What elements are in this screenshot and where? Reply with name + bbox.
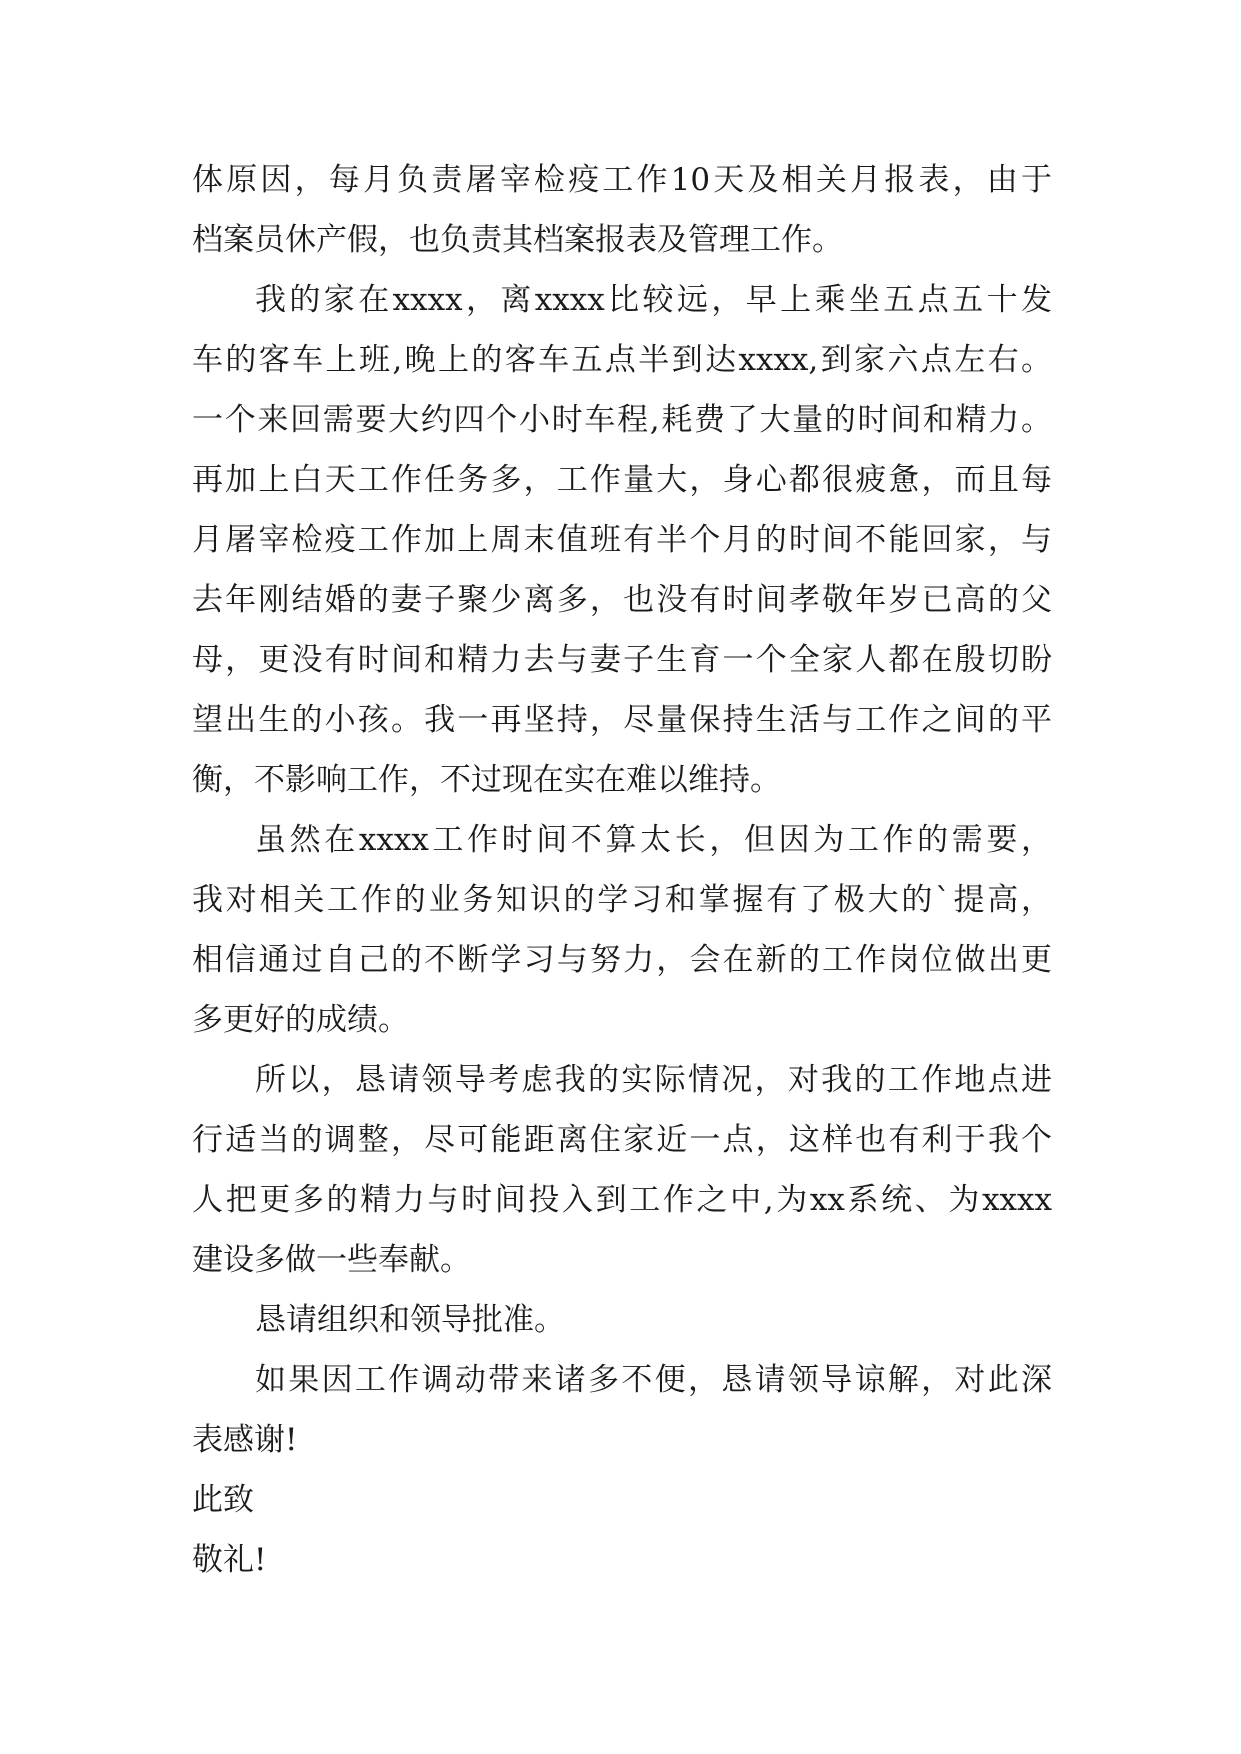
closing-regards	[192, 1530, 1052, 1590]
text-line: 车的客车上班,晚上的客车五点半到达xxxx,到家六点左右。	[192, 342, 1052, 378]
paragraph-learning	[192, 810, 1052, 1050]
text-line: 人把更多的精力与时间投入到工作之中,为xx系统、为xxxx	[192, 1182, 1052, 1218]
text-line: 如果因工作调动带来诸多不便，恳请领导谅解，对此深	[255, 1362, 1052, 1398]
text-line: 我对相关工作的业务知识的学习和掌握有了极大的`提高，	[192, 882, 1052, 918]
text-line: 再加上白天工作任务多，工作量大，身心都很疲惫，而且每	[192, 462, 1052, 498]
text-line: 虽然在xxxx工作时间不算太长，但因为工作的需要，	[255, 822, 1052, 858]
paragraph-approval	[192, 1290, 1052, 1350]
text-line: 一个来回需要大约四个小时车程,耗费了大量的时间和精力。	[192, 402, 1052, 438]
text-line: 母，更没有时间和精力去与妻子生育一个全家人都在殷切盼	[192, 642, 1052, 678]
text-line: 望出生的小孩。我一再坚持，尽量保持生活与工作之间的平	[192, 702, 1052, 738]
letter-body	[192, 150, 1052, 1590]
text-line: 建设多做一些奉献。	[192, 1242, 471, 1278]
text-line: 衡，不影响工作，不过现在实在难以维持。	[192, 762, 781, 798]
text-line: 敬礼!	[192, 1542, 267, 1578]
paragraph-work-duties	[192, 150, 1052, 270]
text-line: 月屠宰检疫工作加上周末值班有半个月的时间不能回家，与	[192, 522, 1052, 558]
text-line: 体原因，每月负责屠宰检疫工作10天及相关月报表，由于	[192, 162, 1052, 198]
text-line: 表感谢!	[192, 1422, 298, 1458]
text-line: 恳请组织和领导批准。	[255, 1302, 565, 1338]
paragraph-request	[192, 1050, 1052, 1290]
text-line: 我的家在xxxx，离xxxx比较远，早上乘坐五点五十发	[255, 282, 1052, 318]
text-line: 多更好的成绩。	[192, 1002, 409, 1038]
paragraph-commute	[192, 270, 1052, 810]
text-line: 行适当的调整，尽可能距离住家近一点，这样也有利于我个	[192, 1122, 1052, 1158]
closing-salutation	[192, 1470, 1052, 1530]
text-line: 档案员休产假，也负责其档案报表及管理工作。	[192, 222, 843, 258]
paragraph-thanks	[192, 1350, 1052, 1470]
text-line: 所以，恳请领导考虑我的实际情况，对我的工作地点进	[255, 1062, 1052, 1098]
text-line: 此致	[192, 1482, 254, 1518]
text-line: 相信通过自己的不断学习与努力，会在新的工作岗位做出更	[192, 942, 1052, 978]
text-line: 去年刚结婚的妻子聚少离多，也没有时间孝敬年岁已高的父	[192, 582, 1052, 618]
